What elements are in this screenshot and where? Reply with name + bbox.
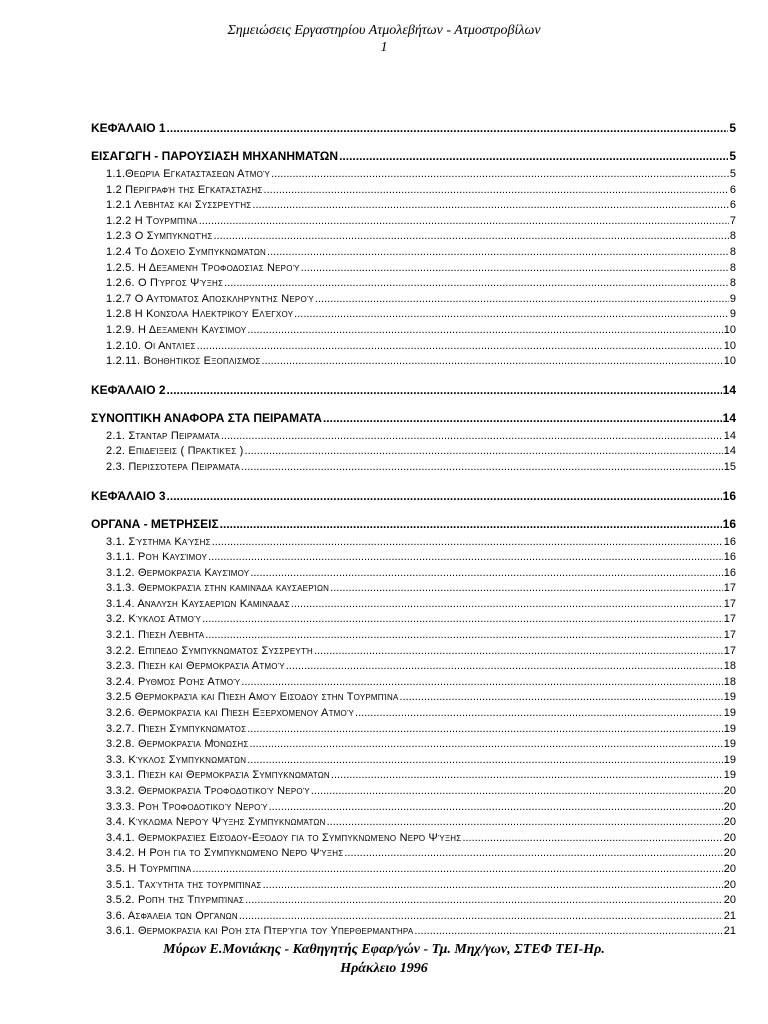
toc-dot-leader [262, 354, 723, 370]
toc-dot-leader [271, 167, 729, 183]
toc-entry-title: 1.2.1 Λέβητας και Συσσρευτής [106, 199, 252, 212]
toc-section-entry[interactable] [91, 768, 736, 784]
toc-entry-page: 5 [729, 149, 736, 163]
toc-entry-title: 2.3. Περισσότερα Πειράματα [106, 460, 241, 473]
toc-section-entry[interactable] [91, 737, 736, 753]
toc-dot-leader [213, 229, 728, 245]
toc-entry-title: 3.2.8. Θερμοκρασία Μόνωσης [106, 738, 249, 751]
toc-entry-title: 3.1.2. Θερμοκρασία Καυσίμου [106, 566, 250, 579]
toc-dot-leader [197, 339, 723, 355]
toc-section-entry[interactable] [91, 690, 736, 706]
toc-entry-page: 9 [729, 292, 736, 305]
toc-section-entry[interactable] [91, 323, 736, 339]
toc-entry-title: 3.2.7. Πίεση Συμπυκνωματος [106, 722, 247, 735]
toc-section-entry[interactable] [91, 753, 736, 769]
toc-section-entry[interactable] [91, 229, 736, 245]
toc-entry-page: 19 [723, 722, 736, 735]
toc-entry-page: 20 [723, 847, 736, 860]
toc-section-entry[interactable] [91, 706, 736, 722]
toc-entry-page: 6 [729, 183, 736, 196]
toc-dot-leader [323, 410, 722, 426]
toc-entry-page: 10 [723, 339, 736, 352]
toc-section-entry[interactable] [91, 581, 736, 597]
toc-entry-title: 3.2.6. Θερμοκρασία και Πίεση Εξερχόμενου Ατμού [106, 707, 355, 720]
toc-entry-page: 20 [723, 878, 736, 891]
toc-entry-title: 3.4.2. Η Ροή για το Συμπυκνωμένο Νερό Ψύξης [106, 847, 344, 860]
toc-section-entry[interactable] [91, 784, 736, 800]
toc-dot-leader [241, 675, 722, 691]
toc-dot-leader [221, 429, 723, 445]
toc-section-entry[interactable] [91, 612, 736, 628]
toc-entry-title: 3.1.1. Ροή Καυσίμου [106, 551, 208, 564]
toc-entry-page: 21 [723, 909, 736, 922]
toc-entry-page: 19 [723, 691, 736, 704]
toc-section-entry[interactable] [91, 292, 736, 308]
toc-section-entry[interactable] [91, 815, 736, 831]
toc-dot-leader [241, 460, 723, 476]
toc-entry-title: 2.2. Επιδείξεις ( Πρακτικές ) [106, 445, 244, 458]
toc-dot-leader [286, 659, 723, 675]
toc-dot-leader [294, 307, 729, 323]
toc-entry-title: 3.4. Κύκλωμα Νερού Ψύξης Συμπυκνωμάτων [106, 816, 326, 829]
toc-dot-leader [199, 214, 729, 230]
toc-entry-page: 14 [723, 445, 736, 458]
toc-entry-page: 18 [723, 675, 736, 688]
toc-dot-leader [263, 878, 723, 894]
toc-entry-page: 16 [723, 535, 736, 548]
toc-dot-leader [212, 535, 723, 551]
toc-dot-leader [267, 245, 729, 261]
toc-entry-page: 8 [729, 230, 736, 243]
table-of-contents [91, 120, 736, 940]
toc-dot-leader [311, 784, 723, 800]
toc-section-entry[interactable] [91, 878, 736, 894]
toc-entry-title: 3.3.1. Πίεση και Θερμοκρασία Συμπυκνωμάτων [106, 769, 330, 782]
toc-dot-leader [291, 597, 723, 613]
toc-section-entry[interactable] [91, 909, 736, 925]
toc-section-entry[interactable] [91, 535, 736, 551]
toc-entry-page: 19 [723, 769, 736, 782]
toc-section-entry[interactable] [91, 628, 736, 644]
toc-dot-leader [208, 550, 723, 566]
toc-dot-leader [264, 183, 729, 199]
toc-entry-title: ΟΡΓΑΝΑ - ΜΕΤΡΗΣΕΙΣ [91, 516, 219, 531]
page-number: 1 [380, 40, 388, 55]
toc-dot-leader [202, 612, 723, 628]
toc-entry-title: 1.2.9. Η Δεξαμενή Καυσίμου [106, 323, 247, 336]
toc-chapter-entry[interactable] [91, 410, 736, 426]
toc-section-entry[interactable] [91, 198, 736, 214]
toc-chapter-entry[interactable] [91, 148, 736, 164]
toc-dot-leader [245, 444, 723, 460]
toc-section-entry[interactable] [91, 183, 736, 199]
toc-entry-page: 19 [723, 738, 736, 751]
place-year-line: Ηράκλειο 1996 [340, 961, 428, 976]
toc-dot-leader [167, 488, 722, 504]
toc-dot-leader [327, 815, 723, 831]
toc-section-entry[interactable] [91, 722, 736, 738]
toc-entry-page: 20 [723, 785, 736, 797]
toc-dot-leader [205, 628, 722, 644]
toc-entry-title: 3.2.3. Πίεση και Θερμοκρασία Ατμού [106, 660, 285, 673]
toc-entry-title: 3.1.4. Ανάλυση Καυσαερίων Καμινάδας [106, 597, 290, 610]
toc-entry-title: 3.5.1. Ταχύτητα της τουρμπίνας [106, 878, 262, 891]
toc-chapter-entry[interactable] [91, 488, 736, 504]
toc-dot-leader [192, 862, 722, 878]
toc-entry-title: 3.2.1. Πίεση Λέβητα [106, 629, 205, 642]
toc-entry-page: 7 [729, 214, 736, 227]
toc-entry-page: 19 [723, 707, 736, 720]
toc-entry-title: 2.1. Στάνταρ Πειράματα [106, 429, 220, 442]
toc-dot-leader [355, 706, 723, 722]
toc-chapter-entry[interactable] [91, 516, 736, 532]
toc-dot-leader [400, 690, 723, 706]
toc-dot-leader [167, 120, 729, 136]
toc-section-entry[interactable] [91, 597, 736, 613]
toc-entry-title: 3.1.3. Θερμοκρασία στην καμινάδα καυσαερίων [106, 582, 330, 595]
toc-entry-title: ΚΕΦΆΛΑΙΟ 1 [91, 121, 166, 135]
toc-section-entry[interactable] [91, 307, 736, 323]
toc-dot-leader [330, 581, 723, 597]
toc-entry-page: 18 [723, 660, 736, 673]
toc-entry-page: 20 [723, 816, 736, 829]
toc-entry-page: 20 [723, 800, 736, 813]
toc-entry-title: 1.2.4 Το Δοχείο Συμπυκνωμάτων [106, 245, 267, 258]
toc-entry-title: 3.3.2. Θερμοκρασία Τροφοδοτικού Νερού [106, 785, 310, 797]
toc-entry-title: 1.2.8 Η Κονσόλα Ηλεκτρικού Ελέγχου [106, 308, 294, 321]
toc-section-entry[interactable] [91, 862, 736, 878]
toc-entry-title: ΣΥΝΟΠΤΙΚΗ ΑΝΑΦΟΡΑ ΣΤΑ ΠΕΙΡΑΜΑΤΑ [91, 410, 322, 425]
toc-entry-title: 1.2.5. Η Δεξαμενή Τροφοδοσίας Νερού [106, 261, 300, 274]
toc-entry-title: 3.1. Σύστημα Καύσης [106, 535, 211, 548]
toc-dot-leader [247, 753, 723, 769]
toc-section-entry[interactable] [91, 339, 736, 355]
toc-entry-title: ΕΙΣΑΓΩΓΗ - ΠΑΡΟΥΣΙΑΣΗ ΜΗΧΑΝΗΜΑΤΩΝ [91, 149, 339, 163]
toc-entry-page: 21 [723, 925, 736, 938]
toc-entry-page: 20 [723, 894, 736, 907]
toc-entry-title: 3.3.3. Ροή Τροφοδοτικού Νερού [106, 800, 268, 813]
toc-dot-leader [220, 516, 722, 532]
toc-dot-leader [224, 276, 729, 292]
toc-entry-title: 3.3. Κύκλος Συμπυκνωμάτων [106, 753, 247, 766]
page-header [0, 22, 768, 56]
toc-entry-page: 16 [723, 566, 736, 579]
toc-dot-leader [247, 722, 723, 738]
toc-dot-leader [252, 198, 728, 214]
toc-dot-leader [344, 846, 722, 862]
toc-section-entry[interactable] [91, 550, 736, 566]
toc-dot-leader [315, 292, 729, 308]
toc-dot-leader [245, 893, 723, 909]
toc-entry-page: 8 [729, 277, 736, 290]
toc-section-entry[interactable] [91, 893, 736, 909]
toc-entry-page: 16 [722, 516, 736, 531]
toc-dot-leader [462, 831, 722, 847]
toc-dot-leader [247, 323, 722, 339]
toc-dot-leader [269, 800, 723, 816]
toc-entry-page: 17 [723, 597, 736, 610]
toc-entry-page: 14 [722, 410, 736, 425]
page-footer [0, 940, 768, 978]
toc-dot-leader [250, 566, 722, 582]
toc-section-entry[interactable] [91, 245, 736, 261]
toc-entry-page: 17 [723, 629, 736, 642]
toc-section-entry[interactable] [91, 846, 736, 862]
toc-section-entry[interactable] [91, 261, 736, 277]
toc-entry-page: 14 [722, 382, 736, 397]
toc-entry-title: 3.5. Η Τουρμπίνα [106, 862, 192, 875]
toc-entry-page: 20 [723, 862, 736, 875]
toc-entry-title: ΚΕΦΆΛΑΙΟ 2 [91, 382, 166, 397]
toc-entry-page: 16 [723, 551, 736, 564]
document-title: Σημειώσεις Εργαστηρίου Ατμολεβήτων - Ατμοστροβίλων [227, 23, 541, 38]
toc-section-entry[interactable] [91, 644, 736, 660]
toc-entry-title: 1.1.Θεωρία Εγκαταστάσεων Ατμού [106, 168, 271, 180]
toc-entry-title: 1.2.3 Ο Συμπυκνωτής [106, 230, 213, 243]
toc-section-entry[interactable] [91, 167, 736, 183]
toc-dot-leader [339, 148, 728, 164]
toc-entry-title: 1.2 Περιγραφή της Εγκατάστασης [106, 183, 263, 196]
toc-entry-title: 1.2.6. Ο Πύργος Ψύξης [106, 277, 224, 290]
toc-entry-page: 17 [723, 613, 736, 626]
toc-section-entry[interactable] [91, 800, 736, 816]
toc-entry-title: 1.2.10. Οι Αντλίες [106, 339, 196, 352]
author-line: Μύρων Ε.Μονιάκης - Καθηγητής Εφαρ/γών - Τμ. Μηχ/γων, ΣΤΕΦ ΤΕΙ-Ηρ. [163, 942, 605, 957]
toc-entry-page: 10 [723, 323, 736, 336]
toc-dot-leader [331, 768, 723, 784]
toc-section-entry[interactable] [91, 354, 736, 370]
toc-entry-title: 3.4.1. Θερμοκρασίες Εισόδου-Εξόδου για το Συμπυκνωμένο Νερό Ψύξης [106, 831, 462, 844]
toc-entry-page: 17 [723, 582, 736, 595]
toc-section-entry[interactable] [91, 214, 736, 230]
toc-dot-leader [314, 644, 723, 660]
toc-entry-page: 8 [729, 261, 736, 274]
toc-section-entry[interactable] [91, 566, 736, 582]
toc-entry-title: 3.6. Ασφάλεια των Οργάνων [106, 909, 238, 922]
toc-entry-title: 3.2. Κύκλος Ατμού [106, 613, 202, 626]
toc-dot-leader [301, 261, 729, 277]
toc-entry-title: 3.2.4. Ρυθμός Ροής Ατμού [106, 675, 241, 688]
toc-entry-title: 1.2.2 Η Τουρμπίνα [106, 214, 198, 227]
toc-section-entry[interactable] [91, 444, 736, 460]
toc-chapter-entry[interactable] [91, 382, 736, 398]
toc-entry-page: 16 [722, 488, 736, 503]
toc-entry-page: 15 [723, 460, 736, 473]
toc-section-entry[interactable] [91, 460, 736, 476]
toc-entry-page: 8 [729, 245, 736, 258]
toc-entry-title: ΚΕΦΆΛΑΙΟ 3 [91, 488, 166, 503]
toc-entry-page: 19 [723, 753, 736, 766]
toc-entry-page: 10 [723, 355, 736, 368]
toc-entry-title: 3.2.2. Επίπεδο Συμπυκνωματος Συσσρευτή [106, 644, 313, 657]
toc-entry-title: 1.2.7 Ο Αυτόματος Αποσκληρυντής Νερού [106, 292, 314, 305]
toc-section-entry[interactable] [91, 429, 736, 445]
toc-chapter-entry[interactable] [91, 120, 736, 136]
toc-entry-title: 1.2.11. Βοηθητικός Εξοπλισμός [106, 355, 261, 368]
toc-section-entry[interactable] [91, 675, 736, 691]
toc-entry-page: 6 [729, 199, 736, 212]
toc-entry-page: 20 [723, 831, 736, 844]
toc-entry-title: 3.2.5 Θερμοκρασία και Πίεση Αμού Εισόδου στην Τουρμπίνα [106, 691, 399, 704]
toc-entry-page: 9 [729, 308, 736, 321]
toc-dot-leader [250, 737, 723, 753]
toc-dot-leader [167, 382, 722, 398]
toc-section-entry[interactable] [91, 276, 736, 292]
toc-section-entry[interactable] [91, 659, 736, 675]
toc-entry-page: 5 [729, 168, 736, 180]
toc-section-entry[interactable] [91, 831, 736, 847]
toc-entry-page: 17 [723, 644, 736, 657]
toc-entry-title: 3.5.2. Ροπή της Τπυρμπίνας [106, 894, 245, 907]
toc-entry-title: 3.6.1. Θερμοκρασία και Ροή στα Πτερύγια του Υπερθερμαντήρα [106, 925, 414, 938]
toc-entry-page: 5 [729, 121, 736, 135]
toc-dot-leader [239, 909, 723, 925]
toc-dot-leader [414, 924, 722, 940]
toc-entry-page: 14 [723, 429, 736, 442]
toc-section-entry[interactable] [91, 924, 736, 940]
